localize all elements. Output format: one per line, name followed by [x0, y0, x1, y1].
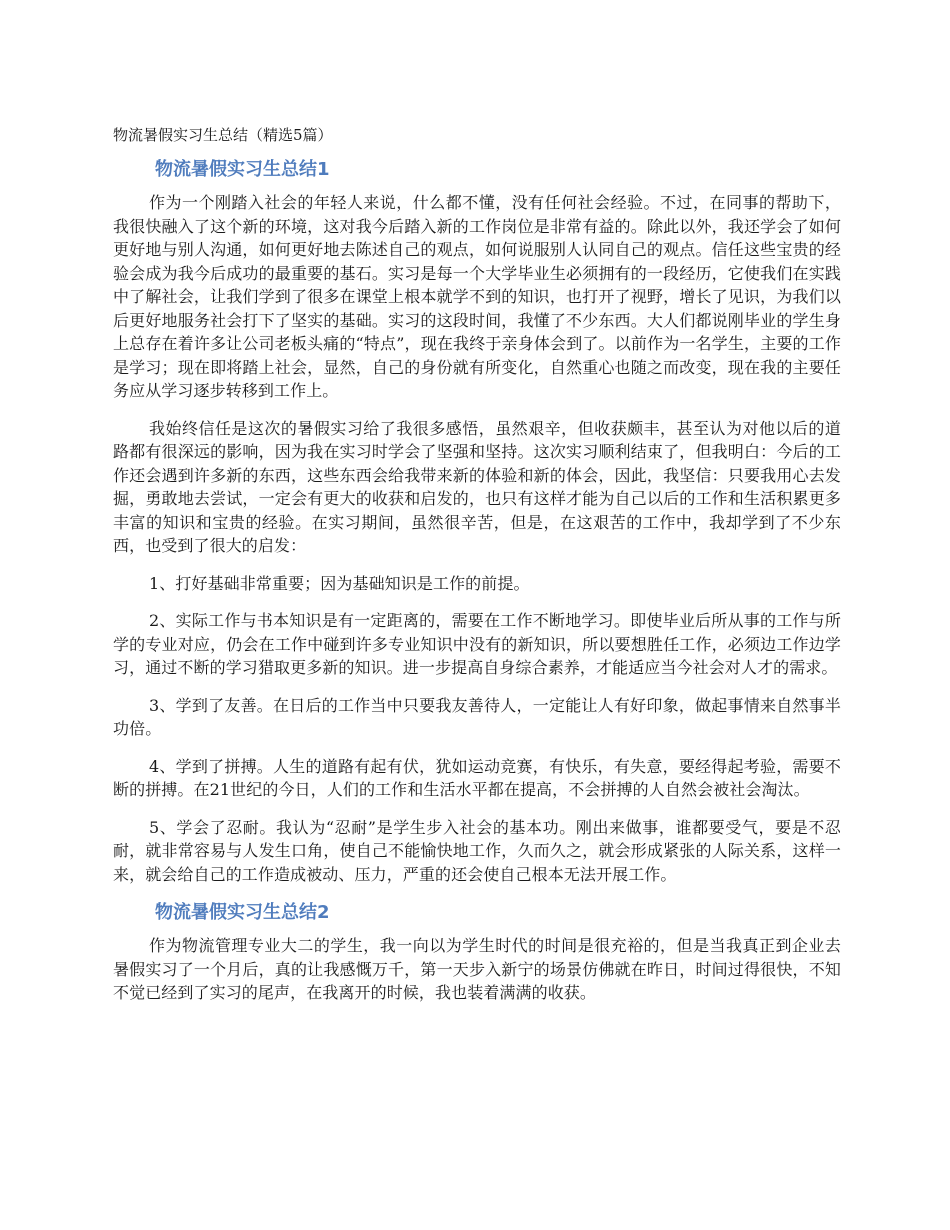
list-item-paragraph: 5、学会了忍耐。我认为“忍耐”是学生步入社会的基本功。刚出来做事，谁都要受气，要是不忍耐，就非常容易与人发生口角，使自己不能愉快地工作，久而久之，就会形成紧张的人际关系，这样一来，就会给自己的工作造成被动、压力，严重的还会使自己根本无法开展工作。 — [113, 817, 841, 884]
list-item-paragraph: 2、实际工作与书本知识是有一定距离的，需要在工作不断地学习。即使毕业后所从事的工作与所学的专业对应，仍会在工作中碰到许多专业知识中没有的新知识，所以要想胜任工作，必须边工作边学习，通过不断的学习猎取更多新的知识。进一步提高自身综合素养，才能适应当今社会对人才的需求。 — [113, 611, 841, 677]
section-1 — [113, 157, 841, 886]
paragraph: 作为物流管理专业大二的学生，我一向以为学生时代的时间是很充裕的，但是当我真正到企业去暑假实习了一个月后，真的让我感慨万千，第一天步入新宁的场景仿佛就在昨日，时间过得很快，不知不觉已经到了实习的尾声，在我离开的时候，我也装着满满的收获。 — [113, 936, 841, 1002]
section-2 — [113, 900, 841, 1005]
list-item-paragraph: 3、学到了友善。在日后的工作当中只要我友善待人，一定能让人有好印象，做起事情来自然事半功倍。 — [113, 695, 841, 738]
list-item-paragraph: 1、打好基础非常重要；因为基础知识是工作的前提。 — [149, 573, 530, 593]
paragraph: 我始终信任是这次的暑假实习给了我很多感悟，虽然艰辛，但收获颇丰，甚至认为对他以后的道路都有很深远的影响，因为我在实习时学会了坚强和坚持。这次实习顺利结束了，但我明白：今后的工作还会遇到许多新的东西，这些东西会给我带来新的体验和新的体会，因此，我坚信：只要我用心去发掘，勇敢地去尝试，一定会有更大的收获和启发的，也只有这样才能为自己以后的工作和生活积累更多丰富的知识和宝贵的经验。在实习期间，虽然很辛苦，但是，在这艰苦的工作中，我却学到了不少东西，也受到了很大的启发： — [113, 418, 841, 555]
paragraph: 作为一个刚踏入社会的年轻人来说，什么都不懂，没有任何社会经验。不过，在同事的帮助下，我很快融入了这个新的环境，这对我今后踏入新的工作岗位是非常有益的。除此以外，我还学会了如何更好地与别人沟通，如何更好地去陈述自己的观点，如何说服别人认同自己的观点。信任这些宝贵的经验会成为我今后成功的最重要的基石。实习是每一个大学毕业生必须拥有的一段经历，它使我们在实践中了解社会，让我们学到了很多在课堂上根本就学不到的知识，也打开了视野，增长了见识，为我们以后更好地服务社会打下了坚实的基础。实习的这段时间，我懂了不少东西。大人们都说刚毕业的学生身上总存在着许多让公司老板头痛的“特点”，现在我终于亲身体会到了。以前作为一名学生，主要的工作是学习；现在即将踏上社会，显然，自己的身份就有所变化，自然重心也随之而改变，现在我的主要任务应从学习逐步转移到工作上。 — [113, 193, 841, 400]
document-title: 物流暑假实习生总结（精选5篇） — [113, 126, 333, 144]
list-item-paragraph: 4、学到了拼搏。人生的道路有起有伏，犹如运动竞赛，有快乐，有失意，要经得起考验，需要不断的拼搏。在21世纪的今日，人们的工作和生活水平都在提高，不会拼搏的人自然会被社会淘汰。 — [113, 756, 841, 799]
section-heading-1: 物流暑假实习生总结1 — [155, 159, 330, 180]
section-heading-2: 物流暑假实习生总结2 — [155, 902, 330, 923]
document-page — [113, 123, 841, 1019]
